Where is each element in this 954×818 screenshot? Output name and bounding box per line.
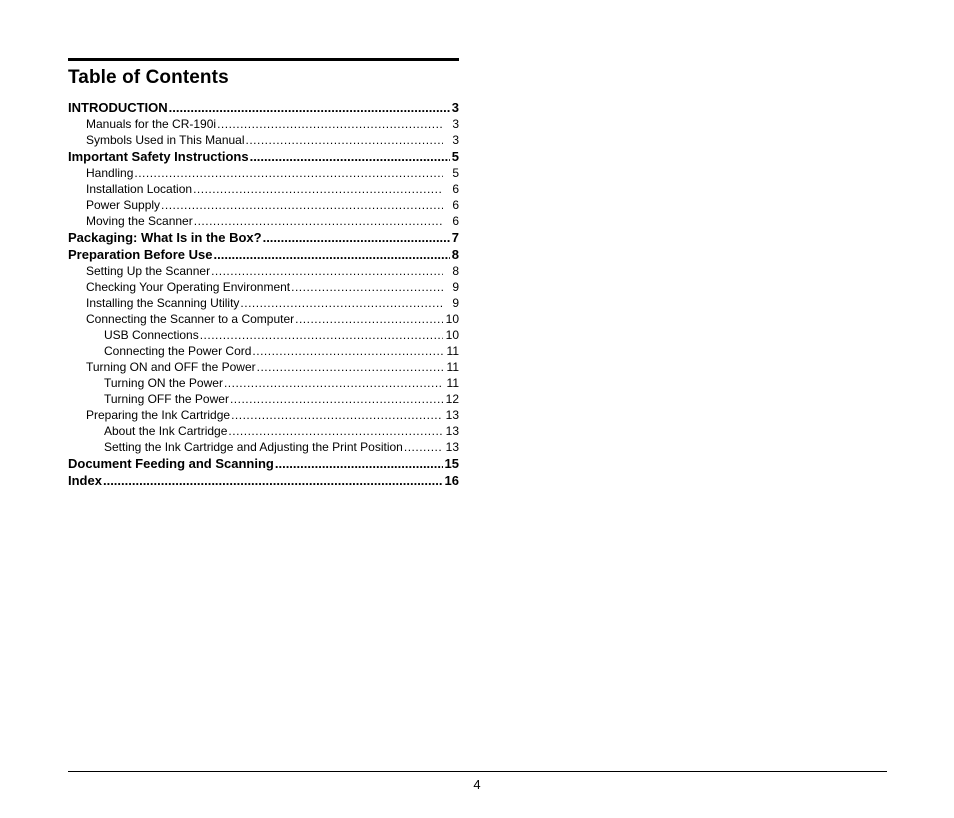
toc-entry-page: 6 [452, 182, 459, 196]
toc-entry[interactable] [68, 181, 459, 197]
toc-entry-title: Handling [86, 166, 134, 180]
toc-title: Table of Contents [68, 67, 229, 88]
toc-entry-title: INTRODUCTION [68, 100, 168, 115]
toc-entry-title: Installation Location [86, 182, 193, 196]
toc-entry[interactable] [68, 213, 459, 229]
toc-dot-leader [257, 359, 443, 375]
toc-dot-leader [194, 213, 443, 229]
toc-entry[interactable] [68, 423, 459, 439]
toc-dot-leader [291, 279, 443, 295]
toc-entry[interactable] [68, 295, 459, 311]
toc-dot-leader [295, 311, 443, 327]
toc-entry[interactable] [68, 311, 459, 327]
toc-entry-title: Moving the Scanner [86, 214, 193, 228]
toc-entry-title: Packaging: What Is in the Box? [68, 230, 262, 245]
toc-list [68, 99, 459, 489]
toc-dot-leader [169, 99, 450, 116]
toc-entry-page: 9 [452, 296, 459, 310]
toc-entry-title: Turning ON the Power [104, 376, 223, 390]
toc-dot-leader [246, 132, 443, 148]
toc-entry-page: 3 [452, 117, 459, 131]
toc-entry[interactable] [68, 472, 459, 489]
toc-dot-leader [404, 439, 443, 455]
toc-entry[interactable] [68, 229, 459, 246]
toc-entry-title: Preparation Before Use [68, 247, 213, 262]
toc-entry-page: 11 [446, 360, 459, 374]
toc-dot-leader [214, 246, 450, 263]
table-of-contents [68, 58, 459, 489]
toc-entry[interactable] [68, 327, 459, 343]
toc-entry[interactable] [68, 165, 459, 181]
toc-entry-page: 6 [452, 198, 459, 212]
toc-entry-title: Checking Your Operating Environment [86, 280, 291, 294]
toc-entry-page: 5 [452, 166, 459, 180]
toc-dot-leader [200, 327, 443, 343]
toc-entry-page: 8 [452, 264, 459, 278]
toc-dot-leader [228, 423, 443, 439]
toc-entry-page: 5 [451, 149, 459, 164]
toc-entry-page: 3 [451, 100, 459, 115]
toc-entry[interactable] [68, 132, 459, 148]
toc-dot-leader [230, 391, 443, 407]
toc-entry-page: 3 [452, 133, 459, 147]
toc-dot-leader [217, 116, 443, 132]
toc-dot-leader [103, 472, 443, 489]
toc-dot-leader [231, 407, 443, 423]
toc-entry-title: Installing the Scanning Utility [86, 296, 240, 310]
toc-entry[interactable] [68, 343, 459, 359]
toc-entry[interactable] [68, 99, 459, 116]
toc-entry-page: 13 [445, 424, 459, 438]
toc-dot-leader [250, 148, 450, 165]
toc-entry[interactable] [68, 407, 459, 423]
toc-entry-page: 10 [445, 312, 459, 326]
toc-entry-title: Index [68, 473, 102, 488]
toc-entry-title: Turning OFF the Power [104, 392, 229, 406]
toc-dot-leader [263, 229, 450, 246]
toc-dot-leader [161, 197, 443, 213]
toc-entry[interactable] [68, 391, 459, 407]
toc-dot-leader [224, 375, 443, 391]
toc-entry-page: 10 [445, 328, 459, 342]
toc-entry-page: 8 [451, 247, 459, 262]
toc-entry-title: Connecting the Scanner to a Computer [86, 312, 295, 326]
toc-dot-leader [240, 295, 443, 311]
toc-dot-leader [193, 181, 443, 197]
toc-entry-title: Document Feeding and Scanning [68, 456, 274, 471]
toc-entry[interactable] [68, 148, 459, 165]
toc-entry-title: Setting the Ink Cartridge and Adjusting the Print Position [104, 440, 403, 454]
toc-entry-page: 7 [451, 230, 459, 245]
toc-entry[interactable] [68, 116, 459, 132]
toc-entry[interactable] [68, 263, 459, 279]
toc-entry-title: Manuals for the CR-190i [86, 117, 217, 131]
toc-entry-title: Preparing the Ink Cartridge [86, 408, 231, 422]
toc-entry[interactable] [68, 455, 459, 472]
toc-entry-page: 13 [445, 440, 459, 454]
toc-entry-title: Important Safety Instructions [68, 149, 249, 164]
toc-entry-page: 6 [452, 214, 459, 228]
footer-rule [68, 771, 887, 772]
toc-entry-page: 15 [444, 456, 459, 471]
toc-dot-leader [211, 263, 443, 279]
toc-entry-page: 9 [452, 280, 459, 294]
toc-entry-page: 13 [445, 408, 459, 422]
toc-entry[interactable] [68, 439, 459, 455]
toc-dot-leader [252, 343, 443, 359]
toc-entry-title: Symbols Used in This Manual [86, 133, 245, 147]
toc-entry[interactable] [68, 279, 459, 295]
toc-entry-title: About the Ink Cartridge [104, 424, 228, 438]
toc-entry-page: 16 [444, 473, 459, 488]
toc-entry-title: Connecting the Power Cord [104, 344, 252, 358]
toc-dot-leader [275, 455, 443, 472]
toc-entry-title: Turning ON and OFF the Power [86, 360, 256, 374]
toc-entry[interactable] [68, 375, 459, 391]
toc-entry-page: 11 [446, 376, 459, 390]
toc-entry-page: 11 [446, 344, 459, 358]
toc-entry[interactable] [68, 197, 459, 213]
toc-entry-title: Setting Up the Scanner [86, 264, 211, 278]
page-number: 4 [473, 777, 481, 792]
toc-entry[interactable] [68, 246, 459, 263]
toc-dot-leader [134, 165, 443, 181]
title-rule [68, 58, 459, 61]
toc-entry[interactable] [68, 359, 459, 375]
toc-entry-title: Power Supply [86, 198, 161, 212]
toc-entry-page: 12 [445, 392, 459, 406]
toc-entry-title: USB Connections [104, 328, 199, 342]
